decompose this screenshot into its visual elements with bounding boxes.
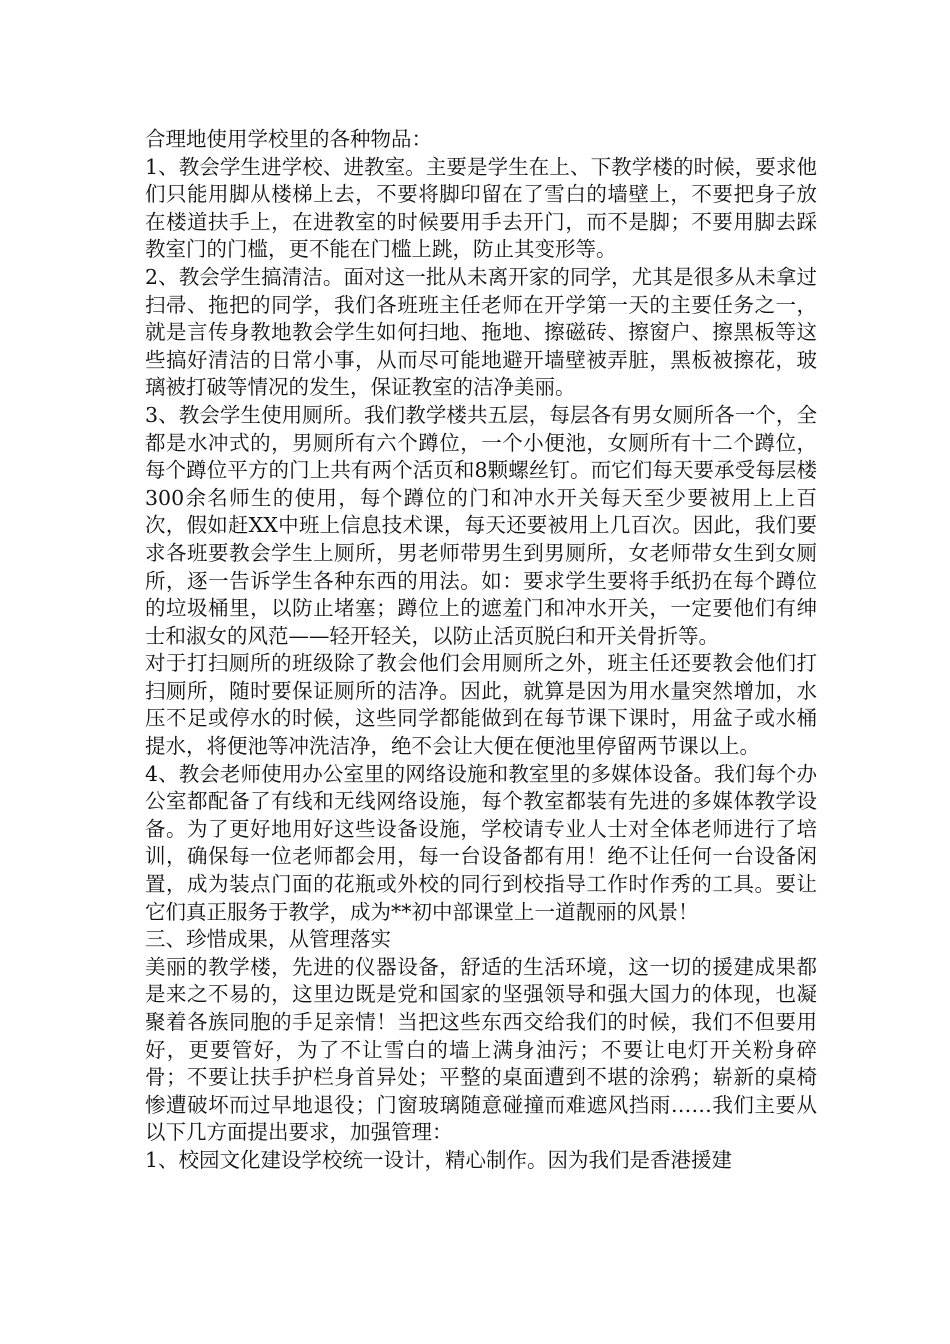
document-body [145, 126, 817, 1175]
section-heading-3: 三、珍惜成果，从管理落实 [145, 927, 391, 952]
paragraph-item-2-cleaning: 2、教会学生搞清洁。面对这一批从未离开家的同学，尤其是很多从未拿过扫帚、拖把的同学，我们各班班主任老师在开学第一天的主要任务之一，就是言传身教地教会学生如何扫地、拖地、擦磁砖、擦窗户、擦黑板等这些搞好清洁的日常小事，从而尽可能地避开墙壁被弄脏，黑板被擦花，玻璃被打破等情况的发生，保证教室的洁净美丽。 [145, 264, 817, 400]
paragraph-management: 美丽的教学楼，先进的仪器设备，舒适的生活环境，这一切的援建成果都是来之不易的，这里边既是党和国家的坚强领导和强大国力的体现，也凝聚着各族同胞的手足亲情！当把这些东西交给我们的时候，我们不但要用好，更要管好，为了不让雪白的墙上满身油污；不要让电灯开关粉身碎骨；不要让扶手护栏身首异处；平整的桌面遭到不堪的涂鸦；崭新的桌椅惨遭破坏而过早地退役；门窗玻璃随意碰撞而难遮风挡雨……我们主要从以下几方面提出要求，加强管理： [145, 954, 817, 1145]
paragraph-campus-culture: 1、校园文化建设学校统一设计，精心制作。因为我们是香港援建 [145, 1147, 733, 1172]
paragraph-item-4-equipment: 4、教会老师使用办公室里的网络设施和教室里的多媒体设备。我们每个办公室都配备了有线和无线网络设施，每个教室都装有先进的多媒体教学设备。为了更好地用好这些设备设施，学校请专业人士对全体老师进行了培训，确保每一位老师都会用，每一台设备都有用！绝不让任何一台设备闲置，成为装点门面的花瓶或外校的同行到校指导工作时作秀的工具。要让它们真正服务于教学，成为**初中部课堂上一道靓丽的风景！ [145, 761, 817, 924]
paragraph-intro: 合理地使用学校里的各种物品： [145, 127, 432, 151]
paragraph-toilet-cleaning: 对于打扫厕所的班级除了教会他们会用厕所之外，班主任还要教会他们打扫厕所，随时要保证厕所的洁净。因此，就算是因为用水量突然增加，水压不足或停水的时候，这些同学都能做到在每节课下课时，用盆子或水桶提水，将便池等冲洗洁净，绝不会让大便在便池里停留两节课以上。 [145, 651, 817, 759]
paragraph-item-3-toilets: 3、教会学生使用厕所。我们教学楼共五层，每层各有男女厕所各一个，全都是水冲式的，男厕所有六个蹲位，一个小便池，女厕所有十二个蹲位，每个蹲位平方的门上共有两个活页和8颗螺丝钉。而它们每天要承受每层楼300余名师生的使用，每个蹲位的门和冲水开关每天至少要被用上上百次，假如赶XX中班上信息技术课，每天还要被用上几百次。因此，我们要求各班要教会学生上厕所，男老师带男生到男厕所，女老师带女生到女厕所，逐一告诉学生各种东西的用法。如：要求学生要将手纸扔在每个蹲位的垃圾桶里，以防止堵塞；蹲位上的遮羞门和冲水开关，一定要他们有绅士和淑女的风范——轻开轻关，以防止活页脱臼和开关骨折等。 [145, 402, 817, 648]
paragraph-item-1-entering-school: 1、教会学生进学校、进教室。主要是学生在上、下教学楼的时候，要求他们只能用脚从楼梯上去，不要将脚印留在了雪白的墙壁上，不要把身子放在楼道扶手上，在进教室的时候要用手去开门，而不是脚；不要用脚去踩教室门的门槛，更不能在门槛上跳，防止其变形等。 [145, 154, 817, 262]
